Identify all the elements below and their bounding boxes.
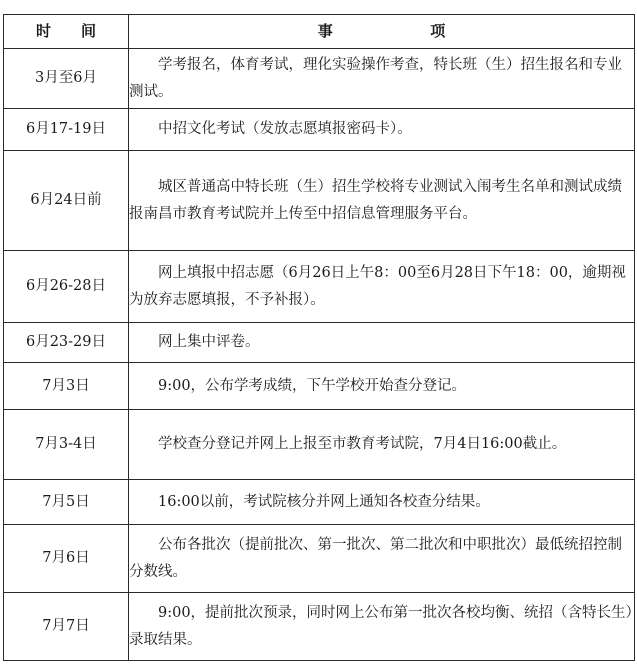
row-item: 公布各批次（提前批次、第一批次、第二批次和中职批次）最低统招控制分数线。 [129,525,635,593]
row-item: 16:00以前，考试院核分并网上通知各校查分结果。 [129,480,635,525]
header-item: 事项 [129,15,635,49]
row-time: 7月7日 [4,593,129,661]
table-row [4,363,635,410]
row-time: 6月26-28日 [4,251,129,323]
row-time: 6月23-29日 [4,323,129,363]
row-time: 3月至6月 [4,49,129,109]
row-time: 7月3-4日 [4,410,129,480]
table-row [4,251,635,323]
table-row [4,49,635,109]
row-item: 城区普通高中特长班（生）招生学校将专业测试入闱考生名单和测试成绩报南昌市教育考试院并上传至中招信息管理服务平台。 [129,151,635,251]
schedule-table [3,14,635,661]
row-item: 学校查分登记并网上上报至市教育考试院，7月4日16:00截止。 [129,410,635,480]
table-row [4,480,635,525]
header-row [4,15,635,49]
row-time: 7月3日 [4,363,129,410]
row-time: 6月24日前 [4,151,129,251]
row-time: 6月17-19日 [4,109,129,151]
table-row [4,410,635,480]
table-row [4,323,635,363]
row-item: 网上填报中招志愿（6月26日上午8：00至6月28日下午18：00，逾期视为放弃志愿填报，不予补报）。 [129,251,635,323]
table-row [4,525,635,593]
table-row [4,109,635,151]
header-time: 时间 [4,15,129,49]
row-item: 网上集中评卷。 [129,323,635,363]
table-row [4,593,635,661]
row-item: 9:00，提前批次预录，同时网上公布第一批次各校均衡、统招（含特长生）录取结果。 [129,593,635,661]
table-row [4,151,635,251]
row-item: 9:00，公布学考成绩，下午学校开始查分登记。 [129,363,635,410]
row-item: 中招文化考试（发放志愿填报密码卡）。 [129,109,635,151]
row-time: 7月5日 [4,480,129,525]
row-time: 7月6日 [4,525,129,593]
row-item: 学考报名，体育考试，理化实验操作考查，特长班（生）招生报名和专业测试。 [129,49,635,109]
